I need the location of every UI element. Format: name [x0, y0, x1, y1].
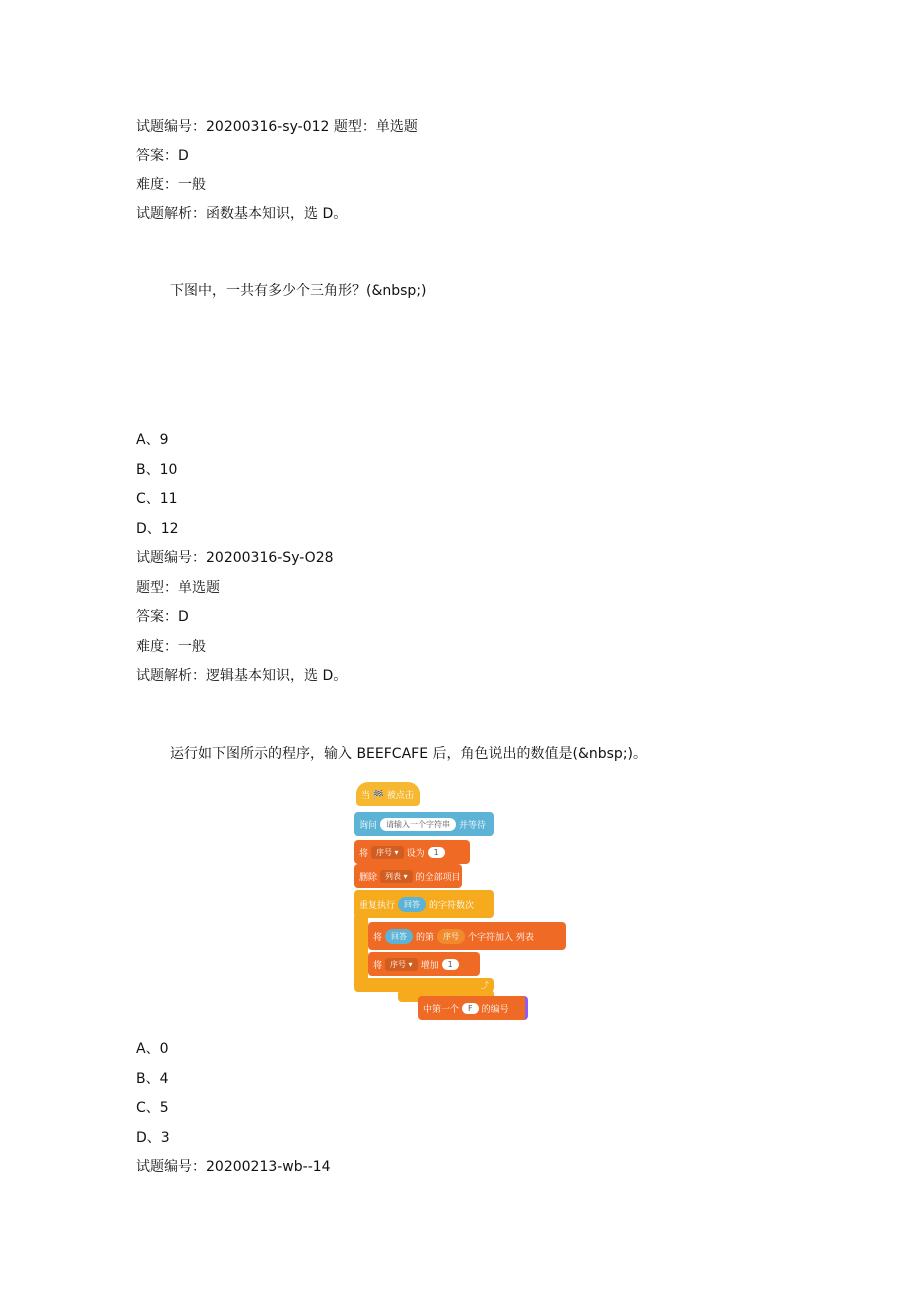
- repeat-answer-label: 回答: [404, 899, 421, 909]
- ask-label: 询问: [359, 820, 378, 831]
- q1-difficulty: 难度：一般: [136, 177, 206, 193]
- add-to-list-block: [368, 922, 566, 950]
- change-var-dropdown: 序号 ▾: [385, 958, 418, 971]
- when-flag-clicked-block: [356, 782, 420, 806]
- set-variable-block: [354, 840, 470, 864]
- ask-wait-label: 并等待: [459, 820, 487, 831]
- ask-input: 请输入一个字符串: [380, 818, 456, 831]
- q3-option-d: D、3: [136, 1130, 170, 1146]
- q3-option-b: B、4: [136, 1071, 169, 1087]
- add-of-label: 的第: [416, 932, 435, 943]
- hat-label: 当 🏁 被点击: [361, 790, 414, 801]
- add-answer-reporter: [385, 929, 413, 944]
- item-number-block: [418, 996, 528, 1020]
- q2-option-d: D、12: [136, 521, 179, 537]
- q2-analysis: 试题解析：逻辑基本知识，选 D。: [136, 668, 348, 684]
- add-to-list-label: 加入 列表: [495, 932, 534, 943]
- change-variable-block: [368, 952, 480, 976]
- q1-analysis: 试题解析：函数基本知识，选 D。: [136, 206, 348, 222]
- q2-option-a: A、9: [136, 432, 169, 448]
- add-index-label: 序号: [443, 931, 460, 941]
- set-to-label: 设为: [406, 848, 425, 859]
- repeat-c-arm: [354, 916, 368, 982]
- delete-label: 删除: [359, 872, 378, 883]
- repeat-length-label: 的字符数: [429, 900, 466, 911]
- q1-answer: 答案：D: [136, 148, 189, 164]
- add-char-label: 个字符: [468, 932, 496, 943]
- q3-option-c: C、5: [136, 1100, 169, 1116]
- q2-option-b: B、10: [136, 462, 178, 478]
- q2-type-line: 题型：单选题: [136, 580, 220, 596]
- repeat-times-label: 次: [465, 900, 475, 911]
- q2-stem: 下图中，一共有多少个三角形？(&nbsp;): [170, 283, 427, 299]
- loop-arrow-icon: ⤴: [481, 980, 489, 990]
- repeat-label: 重复执行: [359, 900, 396, 911]
- item-number-pre-label: 中第一个: [423, 1004, 460, 1015]
- q3-option-a: A、0: [136, 1041, 169, 1057]
- delete-all-block: [354, 864, 462, 888]
- set-label: 将: [359, 848, 369, 859]
- change-by-label: 增加: [420, 960, 439, 971]
- q2-option-c: C、11: [136, 491, 178, 507]
- delete-list-dropdown: 列表 ▾: [380, 870, 413, 883]
- change-value: 1: [442, 959, 459, 970]
- ask-and-wait-block: [354, 812, 494, 836]
- add-label: 将: [373, 932, 383, 943]
- q4-id-line: 试题编号：20200213-wb--14: [136, 1159, 331, 1175]
- q2-id-line: 试题编号：20200316-Sy-O28: [136, 550, 334, 566]
- item-number-input: F: [462, 1003, 479, 1014]
- q1-id-line: 试题编号：20200316-sy-012 题型：单选题: [136, 119, 418, 135]
- q2-answer: 答案：D: [136, 609, 189, 625]
- scratch-code-image: [340, 776, 580, 1026]
- add-answer-label: 回答: [391, 931, 408, 941]
- q2-difficulty: 难度：一般: [136, 639, 206, 655]
- repeat-block: [354, 890, 494, 918]
- add-index-reporter: [437, 929, 465, 944]
- item-number-post-label: 的编号: [481, 1004, 509, 1015]
- change-label: 将: [373, 960, 383, 971]
- delete-post-label: 的全部项目: [415, 872, 461, 883]
- set-value: 1: [428, 847, 445, 858]
- set-var-dropdown: 序号 ▾: [371, 846, 404, 859]
- repeat-answer-reporter: [398, 897, 426, 912]
- q3-stem: 运行如下图所示的程序，输入 BEEFCAFE 后，角色说出的数值是(&nbsp;)。: [170, 746, 647, 762]
